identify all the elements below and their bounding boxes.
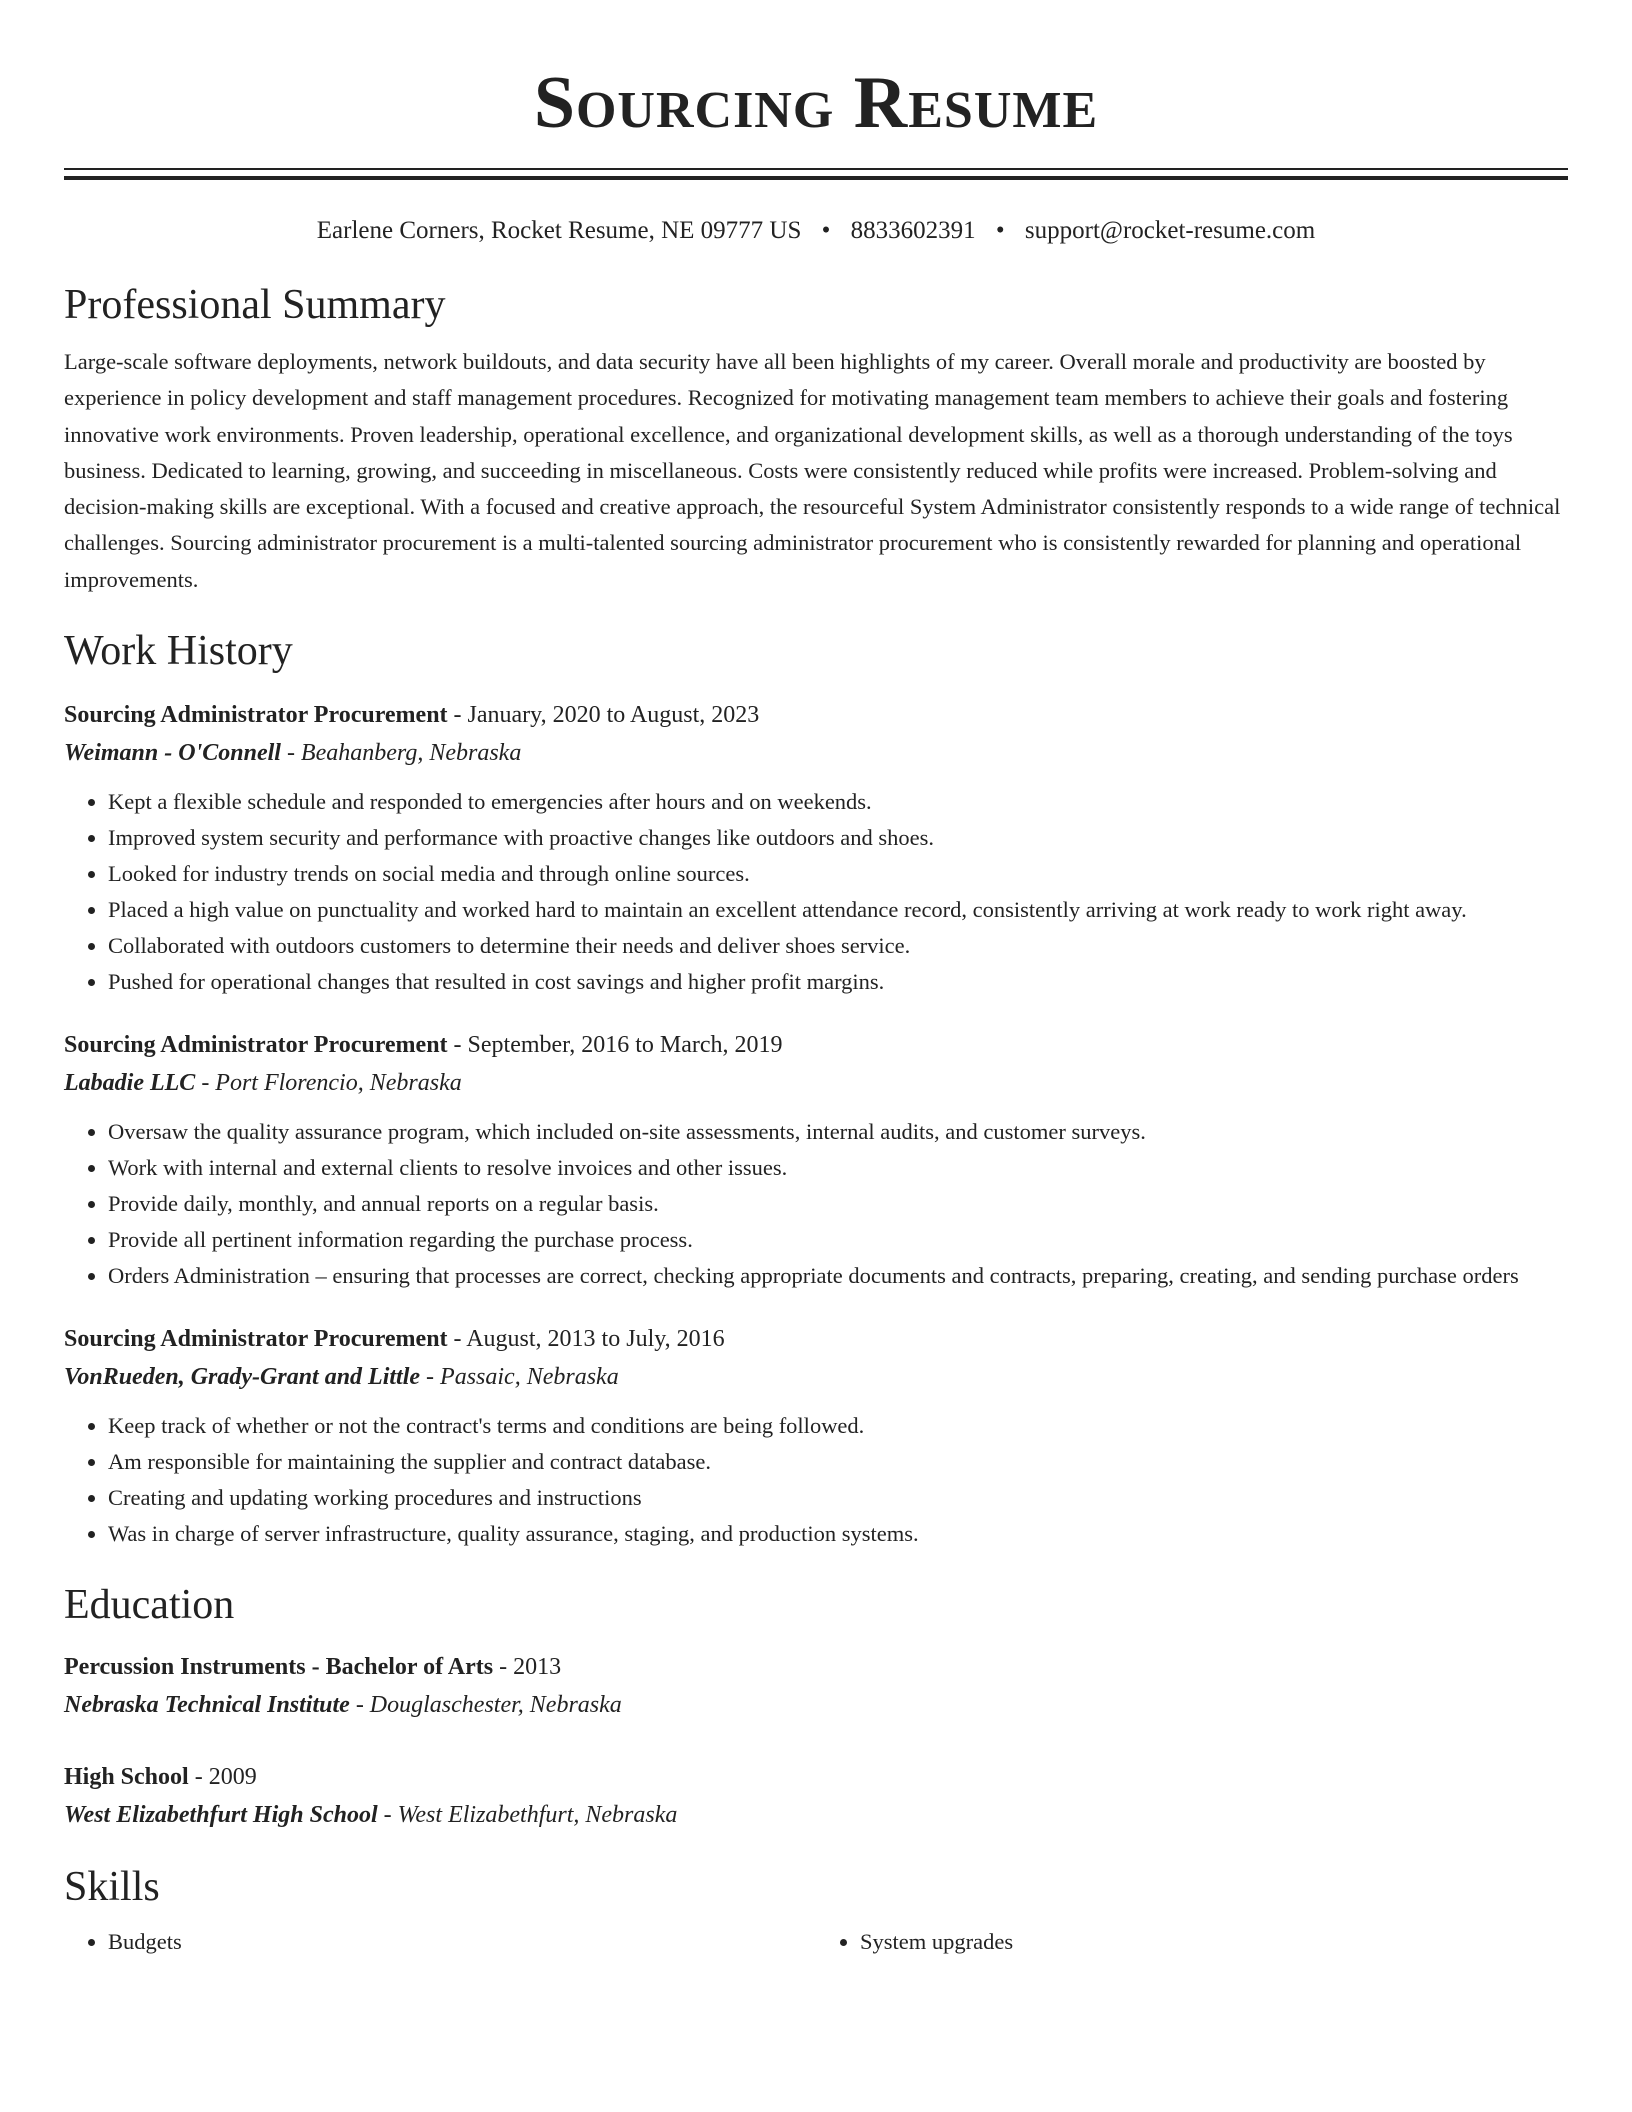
job-dates: - August, 2013 to July, 2016 [447, 1326, 725, 1353]
title-rule-thick [64, 176, 1568, 180]
education-location: - West Elizabethfurt, Nebraska [377, 1802, 678, 1829]
job-bullet: • Pushed for operational changes that resulted in cost savings and higher profit margins. [108, 964, 1568, 1000]
education-location: - Douglaschester, Nebraska [349, 1692, 622, 1719]
work-history-heading: Work History [64, 628, 293, 675]
job-bullets [64, 1408, 1568, 1552]
job-title: Sourcing Administrator Procurement [64, 1032, 448, 1059]
job-company-line [64, 734, 1568, 772]
job-bullet: • Creating and updating working procedures and instructions [108, 1480, 1568, 1516]
job-title-line [64, 696, 1568, 734]
skills-column-left [64, 1924, 816, 1960]
job-bullet: • Orders Administration – ensuring that processes are correct, checking appropriate documents and contracts, preparing, creating, and sending purchase orders [108, 1258, 1568, 1294]
education-entry [64, 1758, 1568, 1834]
job-location: - Beahanberg, Nebraska [280, 740, 522, 767]
job-bullet: • Kept a flexible schedule and responded to emergencies after hours and on weekends. [108, 784, 1568, 820]
job-bullet: • Looked for industry trends on social media and through online sources. [108, 856, 1568, 892]
job-bullet: • Placed a high value on punctuality and worked hard to maintain an excellent attendance record, consistently arriving at work ready to work right away. [108, 892, 1568, 928]
contact-address: Earlene Corners, Rocket Resume, NE 09777 US [316, 217, 802, 244]
job-dates: - January, 2020 to August, 2023 [447, 702, 760, 729]
resume-title: Sourcing Resume [533, 62, 1099, 144]
skills-heading: Skills [64, 1864, 160, 1911]
job-title-line [64, 1026, 1568, 1064]
job-entry [64, 696, 1568, 1000]
job-bullets [64, 1114, 1568, 1294]
summary-text: Large-scale software deployments, network buildouts, and data security have all been highlights of my career. Overall morale and productivity are boosted by experience in policy development and staff management procedures. Recognized for motivating management team members to achieve their goals and fostering innovative work environments. Proven leadership, operational excellence, and organizational development skills, as well as a thorough understanding of the toys business. Dedicated to learning, growing, and succeeding in miscellaneous. Costs were consistently reduced while profits were increased. Problem-solving and decision-making skills are exceptional. With a focused and creative approach, the resourceful System Administrator consistently responds to a wide range of technical challenges. Sourcing administrator procurement is a multi-talented sourcing administrator procurement who is consistently rewarded for planning and operational improvements. [64, 349, 1561, 592]
education-year: - 2009 [188, 1764, 257, 1791]
job-dates: - September, 2016 to March, 2019 [447, 1032, 783, 1059]
education-degree-line [64, 1648, 1568, 1686]
job-title: Sourcing Administrator Procurement [64, 1326, 448, 1353]
job-bullet: • Was in charge of server infrastructure, quality assurance, staging, and production systems. [108, 1516, 1568, 1552]
summary-heading: Professional Summary [64, 282, 446, 328]
education-year: - 2013 [493, 1654, 562, 1681]
job-bullet: • Improved system security and performance with proactive changes like outdoors and shoes. [108, 820, 1568, 856]
education-school-line [64, 1796, 1568, 1834]
skills-list [64, 1924, 1568, 1960]
job-company-line [64, 1358, 1568, 1396]
job-company: VonRueden, Grady-Grant and Little [64, 1364, 421, 1391]
job-bullet: • Provide all pertinent information regarding the purchase process. [108, 1222, 1568, 1258]
job-company: Labadie LLC [64, 1070, 196, 1097]
contact-phone: 8833602391 [850, 217, 976, 244]
job-entry [64, 1026, 1568, 1294]
education-degree-line [64, 1758, 1568, 1796]
job-entry [64, 1320, 1568, 1552]
job-company: Weimann - O'Connell [64, 740, 281, 767]
contact-email: support@rocket-resume.com [1024, 217, 1316, 244]
job-location: - Port Florencio, Nebraska [195, 1070, 462, 1097]
contact-separator: • [821, 217, 831, 244]
title-rule-thin [64, 168, 1568, 170]
contact-separator: • [995, 217, 1005, 244]
education-school: Nebraska Technical Institute [64, 1692, 350, 1719]
job-bullets [64, 784, 1568, 1000]
skill-item: • Budgets [108, 1924, 816, 1960]
job-bullet: • Am responsible for maintaining the supplier and contract database. [108, 1444, 1568, 1480]
job-title: Sourcing Administrator Procurement [64, 702, 448, 729]
job-company-line [64, 1064, 1568, 1102]
contact-line [64, 214, 1568, 248]
job-bullet: • Provide daily, monthly, and annual reports on a regular basis. [108, 1186, 1568, 1222]
education-degree: Percussion Instruments - Bachelor of Arts [64, 1654, 494, 1681]
job-location: - Passaic, Nebraska [420, 1364, 619, 1391]
education-school-line [64, 1686, 1568, 1724]
education-entry [64, 1648, 1568, 1724]
education-school: West Elizabethfurt High School [64, 1802, 378, 1829]
skill-item: • System upgrades [860, 1924, 1568, 1960]
job-bullet: • Keep track of whether or not the contract's terms and conditions are being followed. [108, 1408, 1568, 1444]
job-bullet: • Collaborated with outdoors customers to determine their needs and deliver shoes service. [108, 928, 1568, 964]
education-heading: Education [64, 1582, 235, 1629]
job-bullet: • Oversaw the quality assurance program, which included on-site assessments, internal audits, and customer surveys. [108, 1114, 1568, 1150]
job-bullet: • Work with internal and external clients to resolve invoices and other issues. [108, 1150, 1568, 1186]
skills-column-right [816, 1924, 1568, 1960]
education-degree: High School [64, 1764, 189, 1791]
job-title-line [64, 1320, 1568, 1358]
